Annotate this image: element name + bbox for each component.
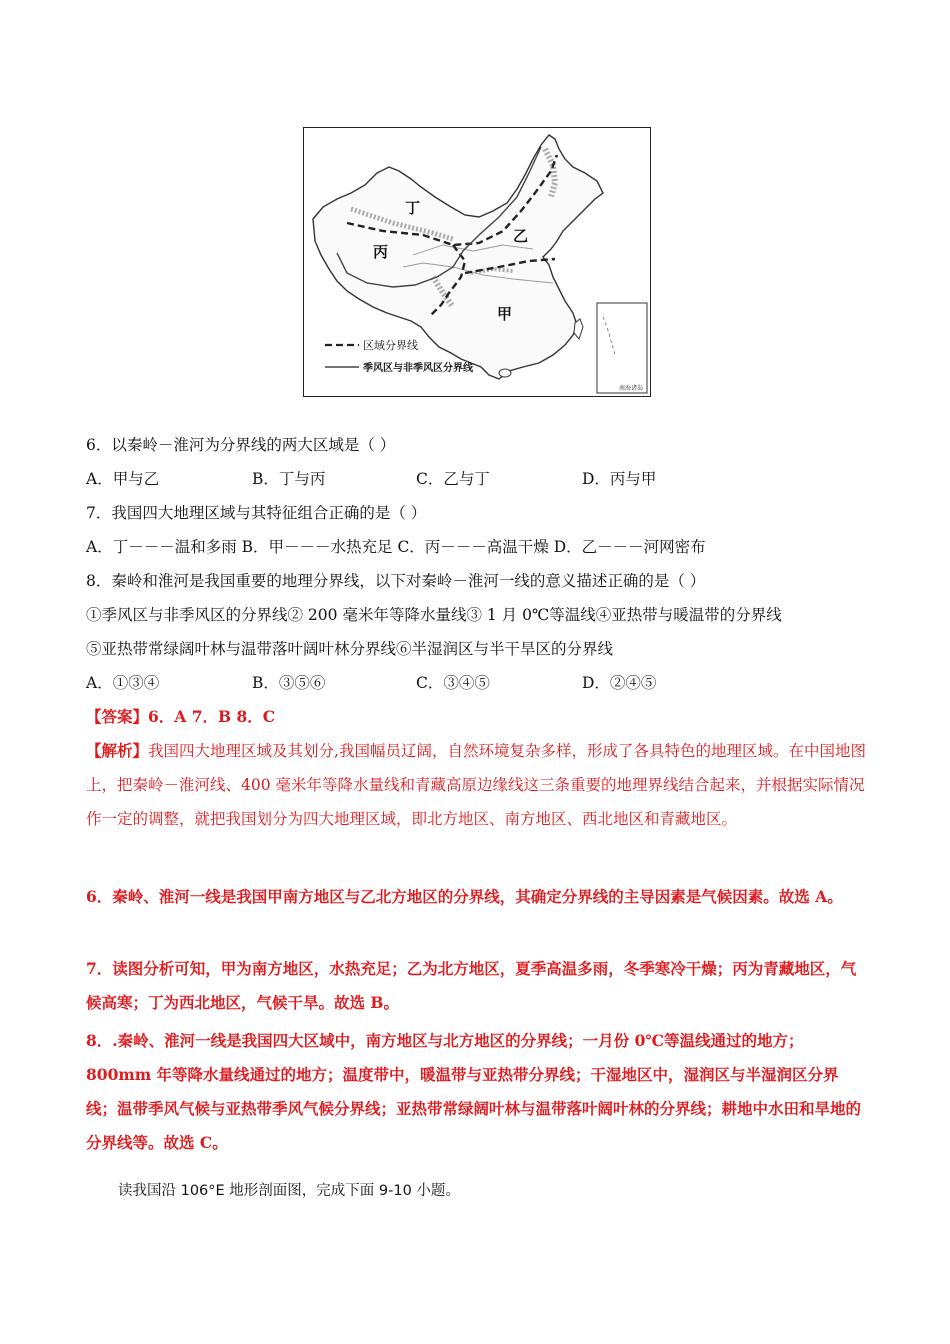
analysis-intro-text: 我国四大地理区域及其划分,我国幅员辽阔，自然环境复杂多样，形成了各具特色的地理区域。在中国地图上，把秦岭－淮河线、400 毫米年等降水量线和青藏高原边缘线这三条重要的地理界线结合起来，并根据实际情况作一定的调整，就把我国划分为四大地理区域，即北方地区、南方地区、西北地区和青藏地区。 [86, 742, 866, 828]
q8-options [86, 672, 866, 694]
region-label-ding: 丁 [405, 199, 421, 217]
q8-option-c[interactable]: C．③④⑤ [416, 674, 490, 692]
answer-line [86, 706, 275, 728]
hainan-outline [499, 369, 511, 377]
legend-solid-label: 季风区与非季风区分界线 [363, 363, 473, 374]
q8-stem: 8．秦岭和淮河是我国重要的地理分界线，以下对秦岭－淮河一线的意义描述正确的是（ ） [86, 572, 706, 590]
analysis-tag: 【解析】 [86, 741, 149, 760]
region-label-bing: 丙 [373, 243, 389, 261]
q6-option-a[interactable]: A．甲与乙 [86, 470, 160, 488]
q6-options [86, 468, 866, 490]
answer-text: 6．A 7．B 8．C [148, 707, 276, 726]
south-china-sea-inset [597, 303, 647, 393]
analysis-intro [86, 734, 866, 836]
q6-option-b[interactable]: B．丁与丙 [252, 470, 326, 488]
analysis-p6: 6．秦岭、淮河一线是我国甲南方地区与乙北方地区的分界线，其确定分界线的主导因素是气候因素。故选 A。 [86, 887, 843, 906]
china-regions-map [303, 127, 651, 397]
region-label-yi: 乙 [513, 227, 529, 245]
q8-items-line2: ⑤亚热带常绿阔叶林与温带落叶阔叶林分界线⑥半湿润区与半干旱区的分界线 [86, 640, 614, 658]
q6-stem: 6．以秦岭－淮河为分界线的两大区域是（ ） [86, 436, 396, 454]
q8-option-d[interactable]: D．②④⑤ [582, 674, 657, 692]
analysis-p7: 7．读图分析可知，甲为南方地区，水热充足；乙为北方地区，夏季高温多雨，冬季寒冷干燥；丙为青藏地区，气候高寒；丁为西北地区，气候干旱。故选 B。 [86, 959, 857, 1012]
map-svg [303, 127, 651, 397]
analysis-p8: 8．.秦岭、淮河一线是我国四大区域中，南方地区与北方地区的分界线；一月份 0℃等温线通过的地方；800mm 年等降水量线通过的地方；温度带中，暖温带与亚热带分界线；干湿地区中，湿润区与半湿润区分界线；温带季风气候与亚热带季风气候分界线；亚热带常绿阔叶林与温带落叶阔叶林的分界线；耕地中水田和旱地的分界线等。故选 C。 [86, 1031, 862, 1152]
answer-tag: 【答案】 [86, 707, 149, 726]
q6-option-c[interactable]: C．乙与丁 [416, 470, 490, 488]
region-label-jia: 甲 [497, 305, 513, 323]
q8-option-a[interactable]: A．①③④ [86, 674, 160, 692]
q7-stem: 7．我国四大地理区域与其特征组合正确的是（ ） [86, 504, 427, 522]
q6-option-d[interactable]: D．丙与甲 [582, 470, 657, 488]
legend-dashed-label: 区域分界线 [363, 339, 418, 352]
q7-options[interactable]: A．丁－－－温和多雨 B．甲－－－水热充足 C．丙－－－高温干燥 D．乙－－－河网密布 [86, 538, 706, 556]
inset-label: 南海诸岛 [619, 385, 644, 392]
q8-items-line1: ①季风区与非季风区的分界线② 200 毫米年等降水量线③ 1 月 0℃等温线④亚热带与暖温带的分界线 [86, 606, 782, 624]
next-section-intro: 读我国沿 106°E 地形剖面图，完成下面 9-10 小题。 [118, 1183, 460, 1199]
q8-option-b[interactable]: B．③⑤⑥ [252, 674, 326, 692]
